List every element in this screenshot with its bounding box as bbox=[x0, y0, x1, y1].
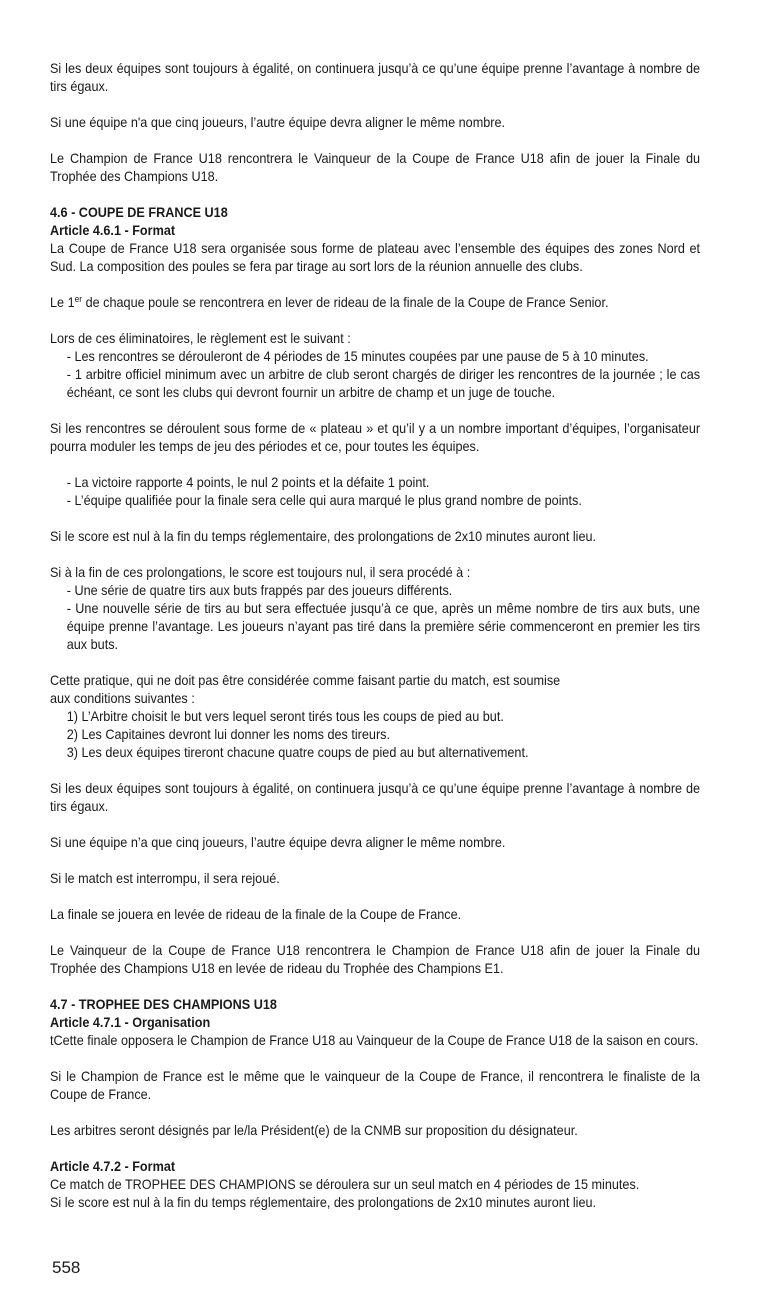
list-item: - L’équipe qualifiée pour la finale sera celle qui aura marqué le plus grand nombre de points. bbox=[66, 493, 582, 508]
paragraph: Si le score est nul à la fin du temps réglementaire, des prolongations de 2x10 minutes auront lieu. bbox=[50, 1195, 597, 1210]
section-heading: 4.7 - TROPHEE DES CHAMPIONS U18 bbox=[50, 997, 277, 1012]
paragraph: Si une équipe n'a que cinq joueurs, l’autre équipe devra aligner le même nombre. bbox=[50, 115, 506, 130]
list-item: - Une série de quatre tirs aux buts frappés par des joueurs différents. bbox=[66, 583, 453, 598]
paragraph: Si les deux équipes sont toujours à égalité, on continuera jusqu’à ce qu’une équipe prenne l’avantage à nombre de tirs égaux. bbox=[50, 781, 701, 814]
paragraph: Si une équipe n’a que cinq joueurs, l’autre équipe devra aligner le même nombre. bbox=[50, 835, 506, 850]
article-heading: Article 4.7.1 - Organisation bbox=[50, 1015, 211, 1030]
paragraph: Cette pratique, qui ne doit pas être considérée comme faisant partie du match, est soumise bbox=[50, 673, 561, 688]
paragraph: Si le match est interrompu, il sera rejoué. bbox=[50, 871, 280, 886]
list-item: - La victoire rapporte 4 points, le nul 2 points et la défaite 1 point. bbox=[66, 475, 430, 490]
paragraph: La Coupe de France U18 sera organisée sous forme de plateau avec l’ensemble des équipes des zones Nord et Sud. La composition des poules se fera par tirage au sort lors de la réunion annuelle des clubs. bbox=[50, 241, 701, 274]
list-item: 3) Les deux équipes tireront chacune quatre coups de pied au but alternativement. bbox=[66, 745, 529, 760]
paragraph: Le Champion de France U18 rencontrera le Vainqueur de la Coupe de France U18 afin de jouer la Finale du Trophée des Champions U18. bbox=[50, 151, 701, 184]
paragraph: Ce match de TROPHEE DES CHAMPIONS se déroulera sur un seul match en 4 périodes de 15 minutes. bbox=[50, 1177, 640, 1192]
list-item: 2) Les Capitaines devront lui donner les noms des tireurs. bbox=[66, 727, 390, 742]
paragraph: Les arbitres seront désignés par le/la Président(e) de la CNMB sur proposition du désignateur. bbox=[50, 1123, 578, 1138]
article-heading: Article 4.7.2 - Format bbox=[50, 1159, 176, 1174]
article-heading: Article 4.6.1 - Format bbox=[50, 223, 176, 238]
list-item: - 1 arbitre officiel minimum avec un arbitre de club seront chargés de diriger les rencontres de la journée ; le cas échéant, ce sont les clubs qui devront fournir un arbitre de champ et un juge de touche. bbox=[66, 367, 701, 400]
paragraph: Si le Champion de France est le même que le vainqueur de la Coupe de France, il rencontrera le finaliste de la Coupe de France. bbox=[50, 1069, 701, 1102]
document-page bbox=[50, 60, 700, 1212]
paragraph: Le Vainqueur de la Coupe de France U18 rencontrera le Champion de France U18 afin de jouer la Finale du Trophée des Champions U18 en levée de rideau du Trophée des Champions E1. bbox=[50, 943, 701, 976]
page-number: 558 bbox=[52, 1258, 81, 1277]
section-heading: 4.6 - COUPE DE FRANCE U18 bbox=[50, 205, 228, 220]
paragraph: Le 1er de chaque poule se rencontrera en lever de rideau de la finale de la Coupe de France Senior. bbox=[50, 294, 609, 310]
paragraph: Si les rencontres se déroulent sous forme de « plateau » et qu’il y a un nombre important d’équipes, l’organisateur pourra moduler les temps de jeu des périodes et ce, pour toutes les équipes. bbox=[50, 421, 701, 454]
paragraph: tCette finale opposera le Champion de France U18 au Vainqueur de la Coupe de France U18 de la saison en cours. bbox=[50, 1033, 699, 1048]
paragraph: Si à la fin de ces prolongations, le score est toujours nul, il sera procédé à : bbox=[50, 565, 471, 580]
paragraph: Lors de ces éliminatoires, le règlement est le suivant : bbox=[50, 331, 351, 346]
paragraph: La finale se jouera en levée de rideau de la finale de la Coupe de France. bbox=[50, 907, 462, 922]
list-item: - Les rencontres se dérouleront de 4 périodes de 15 minutes coupées par une pause de 5 à 10 minutes. bbox=[66, 349, 649, 364]
paragraph: Si les deux équipes sont toujours à égalité, on continuera jusqu’à ce qu’une équipe prenne l’avantage à nombre de tirs égaux. bbox=[50, 61, 701, 94]
list-item: 1) L’Arbitre choisit le but vers lequel seront tirés tous les coups de pied au but. bbox=[66, 709, 504, 724]
paragraph: Si le score est nul à la fin du temps réglementaire, des prolongations de 2x10 minutes auront lieu. bbox=[50, 529, 597, 544]
paragraph: aux conditions suivantes : bbox=[50, 691, 195, 706]
list-item: - Une nouvelle série de tirs au but sera effectuée jusqu’à ce que, après un même nombre de tirs aux buts, une équipe prenne l’avantage. Les joueurs n’ayant pas tiré dans la première série commenceront en premier les tirs aux buts. bbox=[66, 601, 701, 652]
